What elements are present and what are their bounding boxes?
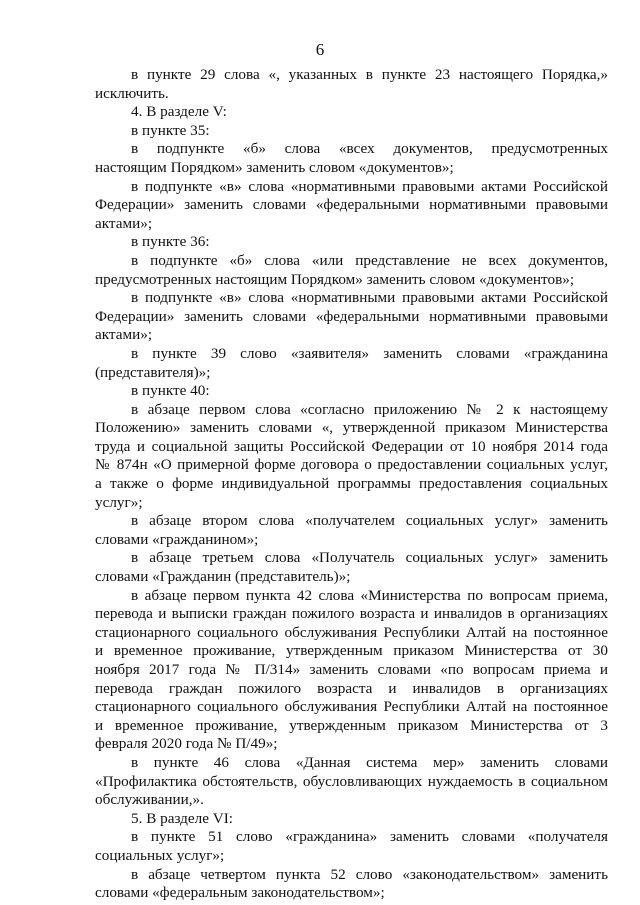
text-line: в подпункте «б» слова «или представление не всех документов, bbox=[131, 251, 608, 269]
text-line: в пункте 40: bbox=[131, 382, 210, 400]
text-line: словами «гражданином»; bbox=[95, 530, 259, 548]
text-line: в пункте 35: bbox=[131, 121, 210, 139]
text-line: исключить. bbox=[95, 84, 169, 102]
text-line: в пункте 29 слова «, указанных в пункте 23 настоящего Порядка,» bbox=[131, 66, 608, 83]
text-line: в абзаце третьем слова «Получатель социальных услуг» заменить bbox=[131, 549, 608, 567]
text-line: труда и социальной защиты Российской Федерации от 10 ноября 2014 года bbox=[95, 437, 608, 455]
text-line: в подпункте «в» слова «нормативными правовыми актами Российской bbox=[131, 289, 608, 307]
text-line: словами «федеральным законодательством»; bbox=[95, 884, 385, 902]
text-line: в подпункте «б» слова «всех документов, предусмотренных bbox=[131, 140, 608, 158]
text-line: перевода и выписки граждан пожилого возраста и инвалидов в организациях bbox=[95, 605, 608, 623]
text-line: социальных услуг»; bbox=[95, 846, 225, 864]
text-line: актами»; bbox=[95, 214, 153, 232]
text-line: «Профилактика обстоятельств, обусловливающих нуждаемость в социальном bbox=[95, 772, 608, 790]
text-line: а также о форме индивидуальной программы предоставления социальных bbox=[95, 475, 608, 493]
text-line: и временное проживание, утвержденным приказом Министерства от 3 bbox=[95, 716, 608, 734]
text-line: услуг»; bbox=[95, 493, 143, 511]
text-line: в пункте 36: bbox=[131, 233, 210, 251]
text-line: перевода граждан пожилого возраста и инвалидов в организациях bbox=[95, 679, 608, 697]
text-line: Федерации» заменить словами «федеральными нормативными правовыми bbox=[95, 196, 608, 214]
text-line: стационарного социального обслуживания Республики Алтай на постоянное bbox=[95, 623, 608, 641]
text-line: в пункте 46 слова «Данная система мер» заменить словами bbox=[131, 753, 608, 771]
text-line: в абзаце первом слова «согласно приложению № 2 к настоящему bbox=[131, 400, 608, 418]
text-line: ноября 2017 года № П/314» заменить словами «по вопросам приема и bbox=[95, 661, 608, 678]
text-line: настоящим Порядком» заменить словом «документов»; bbox=[95, 158, 454, 176]
page-number: 6 bbox=[315, 40, 325, 59]
text-line: предусмотренных настоящим Порядком» заменить словом «документов»; bbox=[95, 270, 575, 288]
text-line: № 874н «О примерной форме договора о предоставлении социальных услуг, bbox=[95, 456, 608, 474]
text-line: обслуживании,». bbox=[95, 791, 204, 809]
text-line: Положению» заменить словами «, утвержденной приказом Министерства bbox=[95, 419, 608, 437]
text-line: в пункте 39 слово «заявителя» заменить словами «гражданина bbox=[131, 344, 608, 362]
text-line: и временное проживание, утвержденным приказом Министерства от 30 bbox=[95, 642, 608, 660]
text-line: Федерации» заменить словами «федеральными нормативными правовыми bbox=[95, 307, 608, 325]
text-line: в абзаце четвертом пункта 52 слово «законодательством» заменить bbox=[131, 865, 608, 883]
text-line: в абзаце первом пункта 42 слова «Министерства по вопросам приема, bbox=[131, 586, 608, 604]
text-line: 4. В разделе V: bbox=[131, 103, 227, 121]
text-line: актами»; bbox=[95, 326, 153, 344]
text-line: в подпункте «в» слова «нормативными правовыми актами Российской bbox=[131, 177, 608, 195]
text-line: в абзаце втором слова «получателем социальных услуг» заменить bbox=[131, 512, 608, 530]
text-line: февраля 2020 года № П/49»; bbox=[95, 735, 278, 753]
text-line: (представителя)»; bbox=[95, 363, 211, 381]
text-line: стационарного социального обслуживания Республики Алтай на постоянное bbox=[95, 698, 608, 716]
document-body bbox=[95, 66, 608, 903]
text-line: словами «Гражданин (представитель)»; bbox=[95, 568, 351, 586]
text-line: 5. В разделе VI: bbox=[131, 809, 234, 827]
text-line: в пункте 51 слово «гражданина» заменить словами «получателя bbox=[131, 828, 608, 846]
